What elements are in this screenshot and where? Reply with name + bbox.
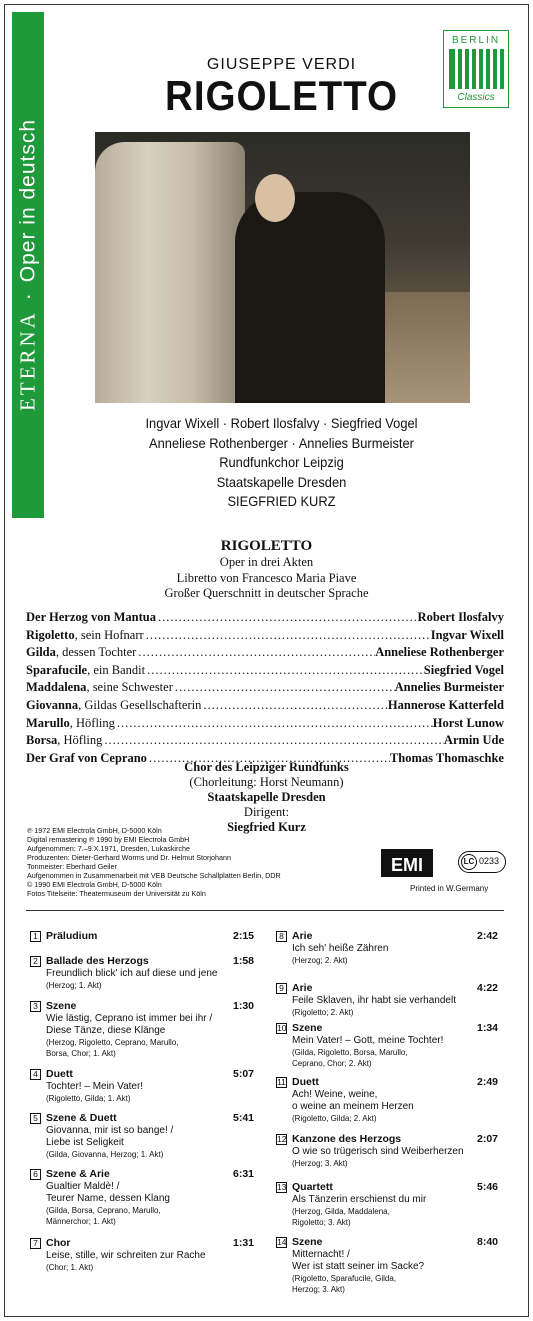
legal-line: Digital remastering ℗ 1990 by EMI Electrola GmbH: [27, 835, 190, 844]
conductor: Siegfried Kurz: [227, 820, 306, 834]
track-title: Szene: [292, 1022, 323, 1034]
logo-bottom-text: Classics: [457, 92, 495, 103]
legal-line: Tonmeister: Eberhard Geiler: [27, 862, 117, 871]
role-desc: , Höfling: [57, 733, 103, 748]
track-title: Arie: [292, 930, 313, 942]
label-code-badge: [458, 851, 506, 873]
chorus: Chor des Leipziger Rundfunks: [184, 760, 349, 774]
role-desc: , seine Schwester: [86, 680, 173, 695]
track-number: 2: [30, 956, 41, 967]
track-title: Präludium: [46, 930, 98, 942]
track-title: Quartett: [292, 1181, 333, 1193]
track-number: 14: [277, 1237, 287, 1247]
legal-notes: [27, 826, 347, 898]
track-number: 13: [277, 1182, 287, 1192]
track-lyric: Mein Vater! – Gott, meine Tochter!: [292, 1035, 444, 1046]
leader-dots: [102, 732, 444, 750]
back-header: [0, 538, 533, 602]
role-name: Gilda: [26, 645, 56, 660]
leader-dots: [173, 679, 395, 697]
track-lyric: Feile Sklaven, ihr habt sie verhandelt: [292, 995, 456, 1006]
back-libretto: Libretto von Francesco Maria Piave: [176, 570, 357, 585]
leader-dots: [145, 662, 424, 680]
role-desc: , Gildas Gesellschafterin: [78, 697, 202, 712]
track-roles: (Herzog; 3. Akt): [292, 1159, 348, 1168]
track-duration: 4:22: [476, 982, 498, 994]
track-duration: 8:40: [476, 1236, 498, 1248]
back-subtitle: Oper in drei Akten: [219, 555, 314, 569]
track-duration: 6:31: [232, 1168, 254, 1180]
singer-name: Armin Ude: [443, 733, 504, 748]
role-name: Der Graf von Ceprano: [26, 750, 147, 765]
track-duration: 1:30: [232, 1000, 254, 1012]
legal-line: Aufgenommen in Zusammenarbeit mit VEB Deutsche Schallplatten Berlin, DDR: [27, 871, 281, 880]
cast-row: [26, 697, 504, 715]
lc-icon: LC: [461, 854, 477, 870]
ensemble-credits: [0, 760, 533, 835]
singer-name: Siegfried Vogel: [423, 662, 504, 677]
track-number: 7: [30, 1238, 41, 1249]
track-number: 5: [30, 1113, 41, 1124]
singer-figure: [235, 192, 385, 403]
track-lyric: Giovanna, mir ist so bange! / Liebe ist Seligkeit: [46, 1125, 174, 1148]
role-name: Maddalena: [26, 680, 87, 695]
role-name: Der Herzog von Mantua: [26, 610, 156, 624]
cover-art: [12, 12, 521, 518]
track-roles: (Herzog; 2. Akt): [292, 956, 348, 965]
track-lyric: Ach! Weine, weine, o weine an meinem Herzen: [292, 1089, 414, 1112]
singer-name: Horst Lunow: [432, 715, 504, 730]
track-title: Kanzone des Herzogs: [292, 1133, 402, 1145]
cast-role: [26, 715, 115, 733]
track-lyric: Leise, stille, wir schreiten zur Rache: [46, 1250, 206, 1261]
cover-cast-line: Ingvar Wixell · Robert Ilosfalvy · Siegfried Vogel: [145, 415, 418, 431]
track-lyric: Gualtier Maldè! / Teurer Name, dessen Klang: [46, 1181, 170, 1204]
singer-name: Anneliese Rothenberger: [375, 645, 504, 660]
track-duration: 2:49: [476, 1076, 498, 1088]
cast-row: [26, 627, 504, 645]
cover-cast-list: [61, 414, 502, 512]
stone-pillar: [95, 142, 245, 403]
track-duration: 2:07: [476, 1133, 498, 1145]
legal-line: Fotos Titelseite: Theatermuseum der Universität zu Köln: [27, 889, 206, 898]
track-roles: (Gilda, Borsa, Ceprano, Marullo, Männerchor; 1. Akt): [46, 1206, 161, 1226]
cast-row: [26, 732, 504, 750]
role-desc: , Höfling: [69, 715, 115, 730]
logo-top-text: BERLIN: [451, 35, 501, 46]
track-title: Szene & Duett: [46, 1112, 117, 1124]
track-lyric: Ich seh' heiße Zähren: [292, 943, 389, 954]
cast-row: [26, 679, 504, 697]
back-title: RIGOLETTO: [220, 538, 313, 554]
track-roles: (Herzog, Gilda, Maddalena, Rigoletto; 3. Akt): [292, 1207, 390, 1227]
legal-line: © 1990 EMI Electrola GmbH, D-5000 Köln: [27, 880, 162, 889]
composer-name: GIUSEPPE VERDI: [206, 56, 357, 73]
role-desc: , sein Hofnarr: [74, 627, 144, 642]
berlin-classics-logo: [443, 30, 509, 108]
track-title: Szene: [292, 1236, 323, 1248]
track-number: 8: [276, 931, 287, 942]
printed-in: Printed in W.Germany: [410, 884, 489, 893]
role-name: Borsa: [26, 733, 58, 748]
singer-name: Ingvar Wixell: [430, 627, 504, 642]
sidebar-brand: ETERNA: [15, 310, 40, 412]
role-desc: , dessen Tochter: [55, 645, 137, 660]
role-name: Sparafucile: [26, 662, 88, 677]
section-divider: [26, 910, 504, 911]
cast-role: [26, 644, 136, 662]
cast-list: [26, 609, 504, 767]
track-roles: (Chor; 1. Akt): [46, 1263, 94, 1272]
back-excerpt: Großer Querschnitt in deutscher Sprache: [164, 586, 369, 600]
track-title: Duett: [46, 1068, 73, 1080]
leader-dots: [115, 715, 433, 733]
cast-row: [26, 662, 504, 680]
cast-row: [26, 609, 504, 627]
sidebar-separator: ·: [16, 292, 40, 301]
track-lyric: Als Tänzerin erschienst du mir: [292, 1194, 427, 1205]
track-title: Chor: [46, 1237, 71, 1249]
legal-line: Produzenten: Dieter-Gerhard Worms und Dr. Helmut Storjohann: [27, 853, 232, 862]
track-duration: 5:41: [232, 1112, 254, 1124]
track-duration: 5:07: [232, 1068, 254, 1080]
label-code: 0233: [479, 856, 500, 866]
track-roles: (Gilda, Giovanna, Herzog; 1. Akt): [46, 1150, 164, 1159]
cast-role: [26, 662, 145, 680]
cover-cast-line: Staatskapelle Dresden: [216, 473, 347, 490]
singer-name: Hannerose Katterfeld: [387, 697, 504, 712]
legal-line: Aufgenommen: 7.–9.X.1971, Dresden, Lukaskirche: [27, 844, 191, 853]
track-lyric: Freundlich blick' ich auf diese und jene: [46, 968, 218, 979]
conductor-label: Dirigent:: [243, 805, 290, 819]
piano-keys-icon: [449, 49, 504, 89]
sidebar-series: Oper in deutsch: [16, 118, 40, 283]
singer-name: Annelies Burmeister: [394, 680, 504, 695]
cast-row: [26, 644, 504, 662]
track-duration: 2:15: [232, 930, 254, 942]
track-number: 4: [30, 1069, 41, 1080]
track-duration: 1:34: [476, 1022, 498, 1034]
track-roles: (Rigoletto, Gilda; 2. Akt): [292, 1114, 377, 1123]
track-lyric: Tochter! – Mein Vater!: [46, 1081, 144, 1092]
singer-name: Robert Ilosfalvy: [417, 610, 504, 624]
track-lyric: Mitternacht! / Wer ist statt seiner im Sacke?: [292, 1249, 425, 1272]
track-number: 10: [277, 1023, 287, 1033]
track-number: 9: [276, 983, 287, 994]
cast-role: [26, 627, 144, 645]
leader-dots: [201, 697, 388, 715]
singer-head: [255, 174, 295, 222]
track-number: 3: [30, 1001, 41, 1012]
cast-role: [26, 609, 156, 627]
role-desc: , ein Bandit: [87, 662, 146, 677]
opera-title: RIGOLETTO: [165, 72, 398, 119]
track-duration: 2:42: [476, 930, 498, 942]
track-roles: (Rigoletto, Sparafucile, Gilda, Herzog; 3. Akt): [292, 1274, 397, 1294]
track-lyric: O wie so trügerisch sind Weiberherzen: [292, 1146, 464, 1157]
role-name: Giovanna: [26, 697, 79, 712]
cast-row: [26, 715, 504, 733]
role-name: Rigoletto: [26, 627, 75, 642]
singer-name: Thomas Thomaschke: [389, 750, 504, 765]
track-title: Duett: [292, 1076, 319, 1088]
emi-logo: EMI: [381, 849, 433, 877]
track-roles: (Herzog; 1. Akt): [46, 981, 102, 990]
chorus-leader: (Chorleitung: Horst Neumann): [189, 775, 344, 789]
orchestra: Staatskapelle Dresden: [207, 790, 326, 804]
cast-role: [26, 697, 201, 715]
track-number: 1: [30, 931, 41, 942]
track-duration: 1:58: [232, 955, 254, 967]
cover-cast-line: SIEGFRIED KURZ: [227, 493, 336, 510]
series-sidebar-text: [16, 119, 41, 411]
track-title: Szene: [46, 1000, 77, 1012]
track-number: 11: [277, 1077, 286, 1087]
track-duration: 1:31: [232, 1237, 254, 1249]
leader-dots: [136, 644, 375, 662]
series-sidebar: [12, 12, 44, 518]
cast-role: [26, 732, 102, 750]
track-roles: (Gilda, Rigoletto, Borsa, Marullo, Ceprano, Chor; 2. Akt): [292, 1048, 408, 1068]
track-title: Arie: [292, 982, 313, 994]
cast-role: [26, 679, 173, 697]
track-lyric: Wie lästig, Ceprano ist immer bei ihr / Diese Tänze, diese Klänge: [46, 1013, 213, 1036]
track-number: 6: [30, 1169, 41, 1180]
track-roles: (Rigoletto; 2. Akt): [292, 1008, 354, 1017]
cover-cast-line: Anneliese Rothenberger · Annelies Burmeister: [149, 434, 414, 451]
leader-dots: [144, 627, 431, 645]
track-number: 12: [277, 1134, 287, 1144]
track-duration: 5:46: [476, 1181, 498, 1193]
leader-dots: [156, 609, 418, 627]
cover-cast-line: Rundfunkchor Leipzig: [219, 454, 344, 471]
role-name: Marullo: [26, 715, 70, 730]
cover-photo: [95, 132, 470, 403]
track-roles: (Herzog, Rigoletto, Ceprano, Marullo, Borsa, Chor; 1. Akt): [46, 1038, 179, 1058]
track-title: Ballade des Herzogs: [46, 955, 149, 967]
track-title: Szene & Arie: [46, 1168, 110, 1180]
track-roles: (Rigoletto, Gilda; 1. Akt): [46, 1094, 131, 1103]
legal-line: ℗ 1972 EMI Electrola GmbH, D-5000 Köln: [27, 826, 162, 835]
